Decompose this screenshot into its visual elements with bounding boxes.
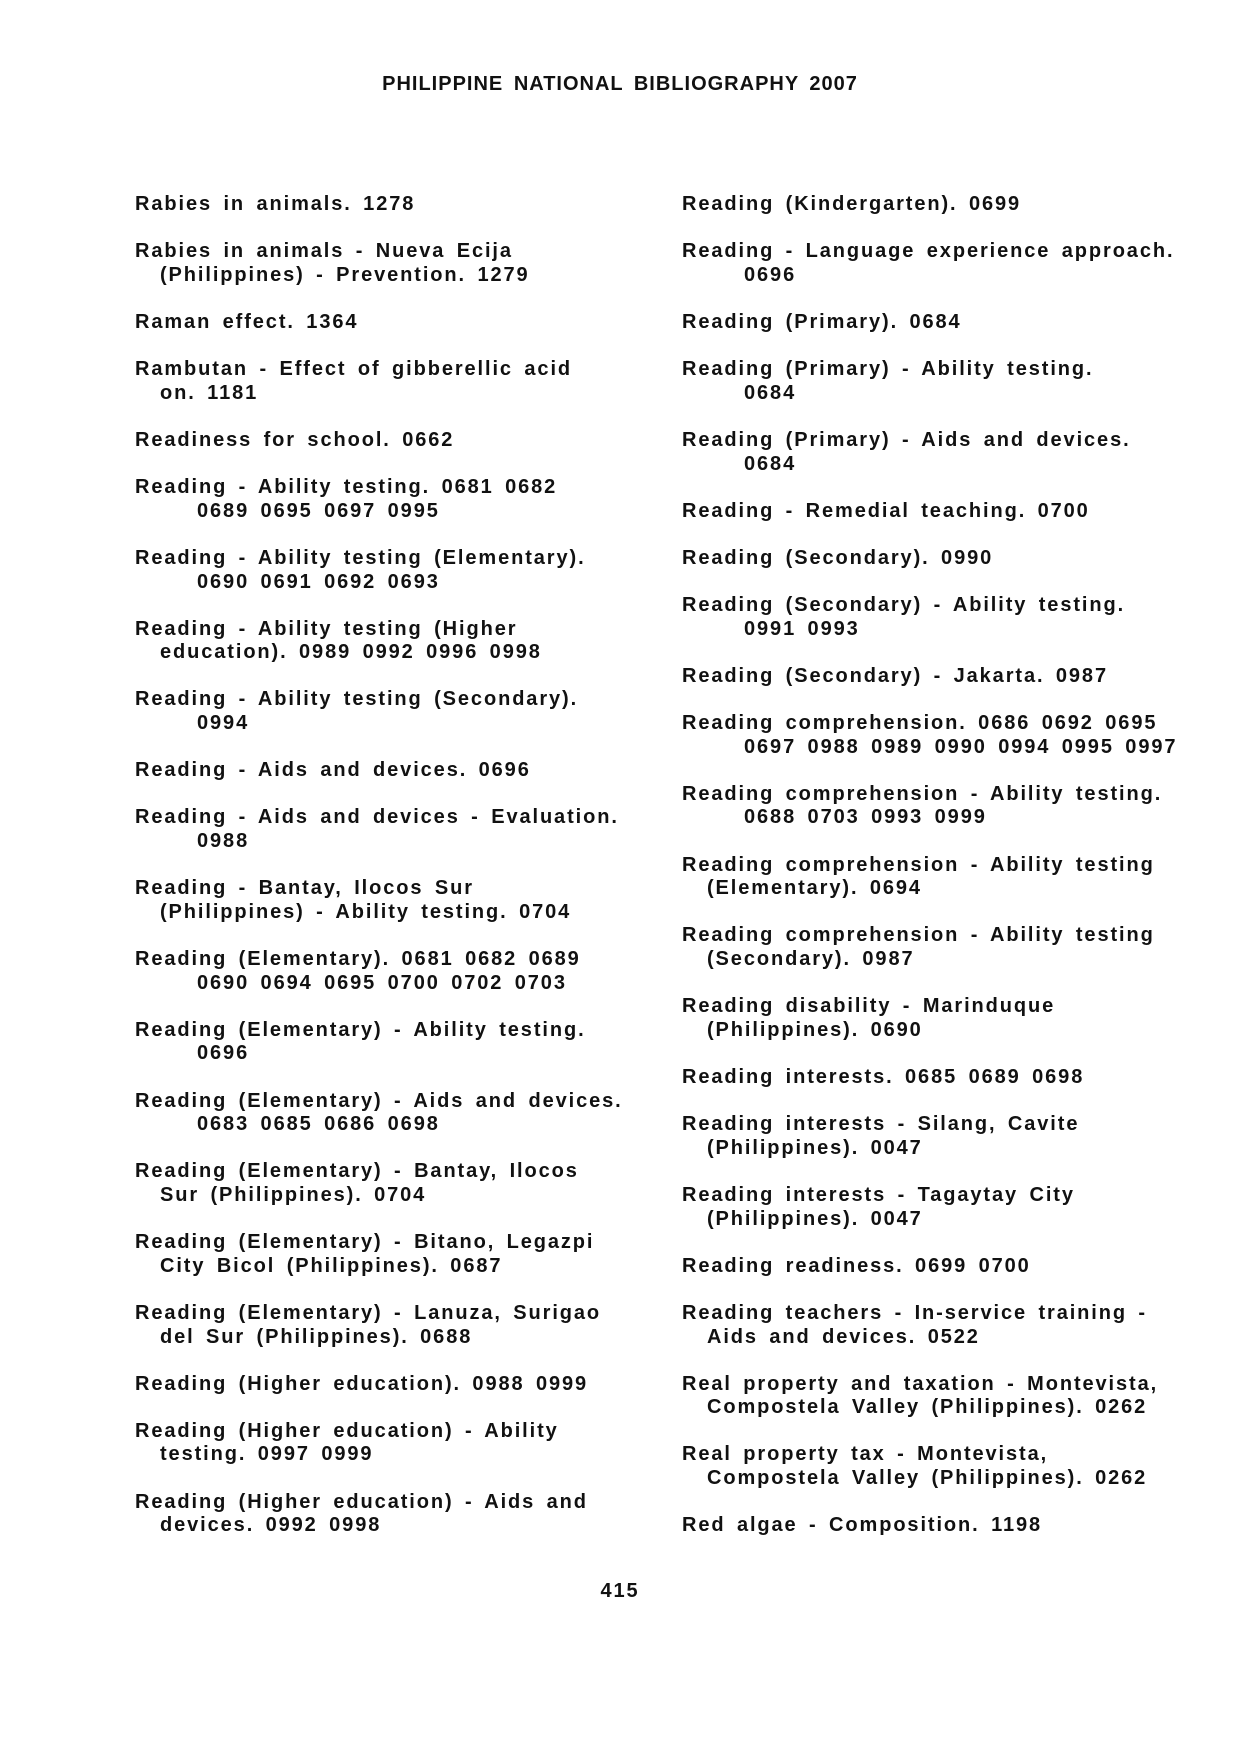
- index-entry: [135, 618, 695, 665]
- index-entry-heading: Readiness for school. 0662: [135, 428, 455, 451]
- index-entry: [682, 783, 1240, 830]
- index-entry: [135, 1160, 695, 1207]
- index-entry-heading: Reading (Secondary). 0990: [682, 546, 994, 569]
- index-entry-heading: Reading comprehension - Ability testing: [682, 924, 1155, 947]
- index-entry-continuation: 0683 0685 0686 0698: [197, 1113, 440, 1136]
- index-entry-continuation: (Philippines). 0690: [707, 1018, 923, 1041]
- index-entry-heading: Rabies in animals - Nueva Ecija: [135, 240, 513, 263]
- index-entry-heading: Reading interests - Silang, Cavite: [682, 1113, 1080, 1136]
- index-entry-continuation: City Bicol (Philippines). 0687: [160, 1254, 503, 1277]
- index-entry-continuation: (Secondary). 0987: [707, 948, 915, 970]
- index-entry-heading: Reading (Secondary) - Ability testing.: [682, 594, 1126, 617]
- index-entry-heading: Reading (Elementary). 0681 0682 0689: [135, 948, 581, 970]
- index-entry-heading: Reading - Bantay, Ilocos Sur: [135, 877, 474, 900]
- index-entry-heading: Rabies in animals. 1278: [135, 193, 416, 215]
- index-entry-continuation: 0689 0695 0697 0995: [197, 499, 440, 522]
- index-entry-heading: Reading - Ability testing (Elementary).: [135, 546, 586, 569]
- index-entry-heading: Red algae - Composition. 1198: [682, 1514, 1043, 1537]
- index-entry-continuation: (Philippines). 0047: [707, 1207, 923, 1230]
- index-entry: [135, 759, 695, 783]
- index-entry-heading: Reading - Aids and devices - Evaluation.: [135, 806, 619, 829]
- index-entry: [682, 1113, 1240, 1160]
- index-entry-heading: Reading (Higher education) - Aids and: [135, 1490, 588, 1513]
- index-entry-heading: Real property and taxation - Montevista,: [682, 1372, 1159, 1395]
- index-entry: [135, 1491, 695, 1538]
- index-entry-continuation: (Elementary). 0694: [707, 877, 922, 900]
- index-entry: [135, 1090, 695, 1137]
- index-entry-heading: Reading comprehension - Ability testing.: [682, 782, 1163, 805]
- index-entry-continuation: Aids and devices. 0522: [707, 1325, 980, 1348]
- index-entry: [682, 240, 1240, 287]
- index-entry-heading: Reading - Ability testing (Higher: [135, 617, 518, 640]
- index-entry-continuation: 0684: [744, 452, 797, 475]
- index-entry: [682, 358, 1240, 405]
- index-entry-continuation: (Philippines) - Ability testing. 0704: [160, 900, 572, 923]
- index-entry-continuation: on. 1181: [160, 381, 259, 404]
- page-header: [0, 72, 1240, 96]
- index-entry-continuation: Compostela Valley (Philippines). 0262: [707, 1396, 1148, 1419]
- index-entry: [682, 924, 1240, 971]
- index-entry-heading: Reading (Higher education) - Ability: [135, 1419, 559, 1442]
- index-entry-heading: Reading comprehension. 0686 0692 0695: [682, 712, 1158, 735]
- index-entry: [682, 311, 1240, 335]
- index-entry-continuation: Sur (Philippines). 0704: [160, 1183, 427, 1206]
- index-entry: [682, 429, 1240, 476]
- index-entry-continuation: 0988: [197, 830, 250, 853]
- index-entry-heading: Reading teachers - In-service training -: [682, 1301, 1147, 1324]
- index-entry-continuation: education). 0989 0992 0996 0998: [160, 641, 542, 664]
- index-entry: [135, 358, 695, 405]
- index-entry-continuation: del Sur (Philippines). 0688: [160, 1325, 473, 1348]
- index-entry: [682, 1514, 1240, 1538]
- index-column-left: [135, 193, 695, 1561]
- index-entry: [135, 1019, 695, 1066]
- index-entry-continuation: 0991 0993: [744, 617, 860, 640]
- index-entry-continuation: testing. 0997 0999: [160, 1443, 374, 1466]
- index-entry-continuation: 0688 0703 0993 0999: [744, 806, 987, 829]
- index-entry-heading: Reading interests - Tagaytay City: [682, 1183, 1075, 1206]
- index-entry-heading: Reading - Ability testing. 0681 0682: [135, 476, 558, 499]
- index-entry: [682, 1066, 1240, 1090]
- index-entry: [135, 1373, 695, 1397]
- index-entry-continuation: (Philippines) - Prevention. 1279: [160, 263, 530, 286]
- index-entry: [135, 1231, 695, 1278]
- index-entry: [682, 500, 1240, 524]
- index-entry: [135, 547, 695, 594]
- index-entry-heading: Reading (Kindergarten). 0699: [682, 193, 1022, 215]
- index-entry-heading: Rambutan - Effect of gibberellic acid: [135, 358, 573, 381]
- index-entry-continuation: 0697 0988 0989 0990 0994 0995 0997: [744, 735, 1178, 758]
- index-entry-heading: Reading readiness. 0699 0700: [682, 1254, 1031, 1277]
- index-entry: [135, 240, 695, 287]
- index-entry: [682, 1255, 1240, 1279]
- index-entry: [135, 429, 695, 453]
- index-entry: [682, 1373, 1240, 1420]
- index-entry-heading: Reading (Primary) - Ability testing.: [682, 358, 1094, 381]
- index-entry-heading: Reading - Language experience approach.: [682, 240, 1175, 263]
- index-entry-continuation: 0994: [197, 712, 250, 735]
- index-entry-continuation: 0690 0694 0695 0700 0702 0703: [197, 971, 567, 994]
- index-entry: [135, 806, 695, 853]
- index-entry-heading: Reading (Secondary) - Jakarta. 0987: [682, 664, 1108, 687]
- index-entry-continuation: (Philippines). 0047: [707, 1136, 923, 1159]
- index-entry-heading: Reading (Primary). 0684: [682, 310, 962, 333]
- index-entry: [682, 594, 1240, 641]
- index-entry-heading: Reading interests. 0685 0689 0698: [682, 1065, 1085, 1088]
- index-entry: [135, 311, 695, 335]
- index-entry-heading: Reading comprehension - Ability testing: [682, 853, 1155, 876]
- index-entry-heading: Reading - Ability testing (Secondary).: [135, 688, 579, 711]
- index-entry-heading: Reading disability - Marinduque: [682, 995, 1056, 1018]
- index-entry-heading: Reading (Elementary) - Bitano, Legazpi: [135, 1231, 595, 1254]
- index-entry-heading: Reading (Primary) - Aids and devices.: [682, 428, 1131, 451]
- index-entry: [682, 1443, 1240, 1490]
- index-entry-continuation: 0696: [197, 1042, 250, 1065]
- index-entry: [682, 1302, 1240, 1349]
- index-entry: [135, 476, 695, 523]
- index-entry-continuation: 0690 0691 0692 0693: [197, 570, 440, 593]
- index-entry: [682, 193, 1240, 217]
- index-entry-continuation: 0684: [744, 381, 797, 404]
- index-entry: [682, 665, 1240, 689]
- index-entry-continuation: devices. 0992 0998: [160, 1514, 382, 1537]
- index-entry-heading: Raman effect. 1364: [135, 310, 359, 333]
- index-entry: [135, 948, 695, 995]
- index-entry: [135, 1420, 695, 1467]
- index-column-right: [682, 193, 1240, 1561]
- page-number: 415: [600, 1580, 640, 1602]
- index-entry-heading: Reading (Higher education). 0988 0999: [135, 1372, 589, 1395]
- index-entry-continuation: Compostela Valley (Philippines). 0262: [707, 1467, 1148, 1490]
- bibliography-title: PHILIPPINE NATIONAL BIBLIOGRAPHY 2007: [382, 73, 858, 95]
- index-entry: [135, 688, 695, 735]
- index-entry: [135, 193, 695, 217]
- index-entry-continuation: 0696: [744, 263, 797, 286]
- index-entry: [682, 995, 1240, 1042]
- index-entry: [682, 547, 1240, 571]
- index-entry-heading: Reading (Elementary) - Aids and devices.: [135, 1089, 623, 1112]
- index-entry: [682, 854, 1240, 901]
- index-entry-heading: Reading (Elementary) - Bantay, Ilocos: [135, 1160, 579, 1183]
- index-entry-heading: Reading (Elementary) - Lanuza, Surigao: [135, 1301, 602, 1324]
- index-entry: [682, 712, 1240, 759]
- index-entry: [682, 1184, 1240, 1231]
- index-entry-heading: Reading - Remedial teaching. 0700: [682, 499, 1090, 522]
- index-entry-heading: Reading - Aids and devices. 0696: [135, 759, 531, 782]
- index-entry: [135, 877, 695, 924]
- index-entry-heading: Real property tax - Montevista,: [682, 1443, 1049, 1466]
- index-entry-heading: Reading (Elementary) - Ability testing.: [135, 1018, 586, 1041]
- index-entry: [135, 1302, 695, 1349]
